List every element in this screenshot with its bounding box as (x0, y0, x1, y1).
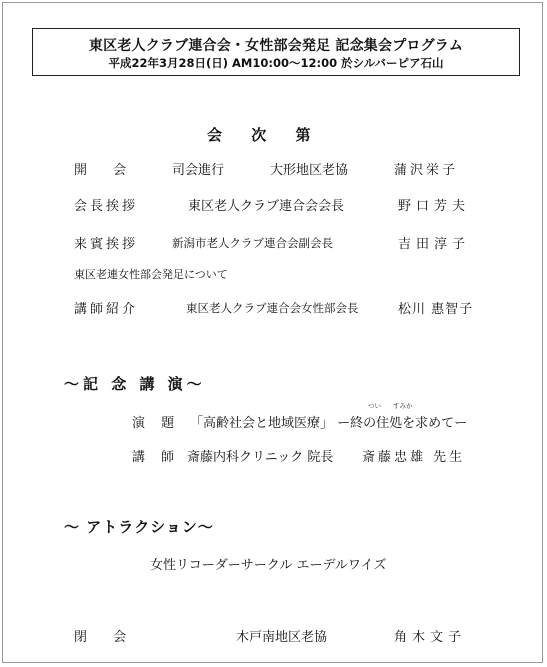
agenda-name-opening: 蒲沢栄子 (394, 163, 459, 178)
agenda-role-emcee: 司会進行 (172, 163, 225, 178)
attraction-performer: 女性リコーダーサークル エーデルワイズ (150, 558, 387, 573)
document-title: 東区老人クラブ連合会・女性部会発足 記念集会プログラム (88, 38, 464, 54)
lecture-heading: 〜記 念 講 演〜 (64, 375, 206, 393)
lecture-speaker-label: 講 師 (132, 450, 181, 465)
agenda-org-president: 東区老人クラブ連合会会長 (188, 199, 345, 214)
lecture-speaker-name: 斎藤忠雄 先生 (362, 450, 466, 465)
agenda-label-opening: 開 会 (74, 163, 138, 178)
closing-org: 木戸南地区老協 (236, 630, 328, 645)
ruby-tsui: つい (368, 402, 381, 410)
attraction-heading: 〜 アトラクション〜 (64, 518, 214, 536)
agenda-heading: 会 次 第 (207, 126, 323, 144)
title-box (32, 28, 520, 76)
agenda-name-womens-division: 松川 惠智子 (398, 302, 474, 317)
agenda-item-founding: 東区老連女性部会発足について (74, 268, 228, 281)
lecture-speaker-affiliation: 斎藤内科クリニック 院長 (187, 450, 334, 465)
closing-label: 閉 会 (74, 630, 138, 645)
agenda-org-guest: 新潟市老人クラブ連合会副会長 (172, 236, 333, 250)
agenda-org-opening: 大形地区老協 (270, 163, 349, 178)
agenda-label-lecturer-intro: 講師紹介 (74, 302, 139, 317)
agenda-name-president: 野口芳夫 (398, 199, 471, 214)
event-date-venue: 平成22年3月28日(日) AM10:00〜12:00 於シルバーピア石山 (108, 56, 444, 70)
lecture-theme: 「高齢社会と地域医療」 ー終の住処を求めてー (190, 416, 468, 431)
agenda-org-womens-division: 東区老人クラブ連合会女性部会長 (186, 301, 359, 315)
agenda-label-president-greeting: 会長挨拶 (74, 199, 139, 214)
lecture-theme-label: 演 題 (132, 416, 181, 431)
agenda-label-guest-greeting: 来賓挨拶 (74, 237, 139, 252)
ruby-sumika: すみか (393, 402, 413, 410)
closing-name: 角木文子 (394, 630, 467, 645)
agenda-name-guest: 吉田淳子 (398, 237, 471, 252)
